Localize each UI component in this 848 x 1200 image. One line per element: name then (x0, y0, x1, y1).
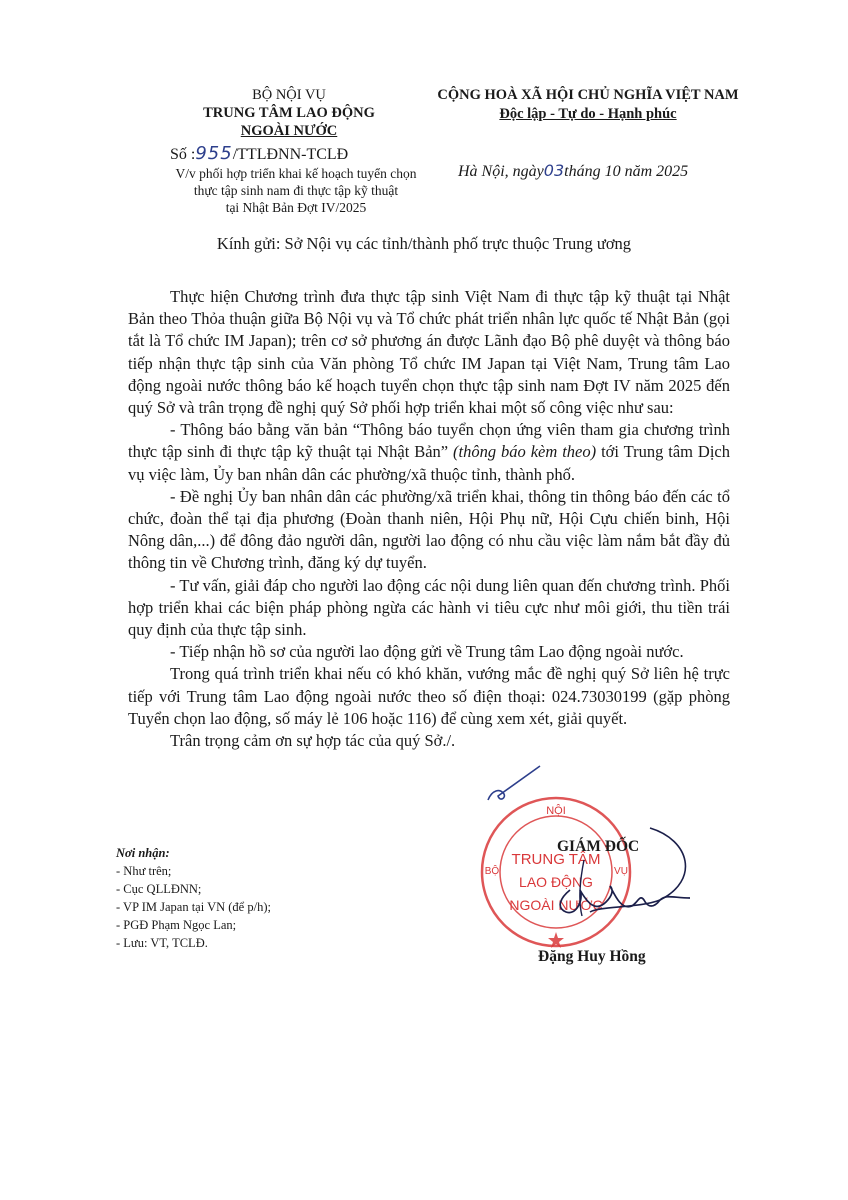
subject-line: tại Nhật Bản Đợt IV/2025 (225, 200, 367, 215)
stamp-line1: TRUNG TÂM (511, 851, 601, 868)
body-bullet: - Tiếp nhận hồ sơ của người lao động gửi về Trung tâm Lao động ngoài nước. (170, 642, 684, 662)
org-name-line1: TRUNG TÂM LAO ĐỘNG (203, 105, 375, 121)
document-subject (150, 165, 442, 216)
stamp-right-text: VỤ (614, 866, 628, 877)
doc-no-handwritten: 955 (195, 143, 233, 164)
org-name-line2: NGOÀI NƯỚC (240, 123, 338, 139)
subject-line: V/v phối hợp triển khai kế hoạch tuyển chọn (175, 166, 417, 181)
national-header (432, 86, 744, 124)
ministry-name: BỘ NỘI VỤ (252, 87, 326, 103)
bullet-text: - Thông báo bằng văn bản “Thông báo tuyển chọn ứng viên tham gia chương trình thực tập sinh đi thực tập kỹ thuật tại Nhật Bản” (128, 420, 730, 462)
signature-icon (540, 820, 710, 930)
closing-line: Trân trọng cảm ơn sự hợp tác của quý Sở./. (170, 731, 456, 751)
body-bullet (128, 419, 730, 486)
signer-title: GIÁM ĐỐC (557, 838, 640, 855)
stamp-line3: NGOÀI NƯỚC (509, 897, 603, 913)
body-paragraph: Trong quá trình triển khai nếu có khó khăn, vướng mắc đề nghị quý Sở liên hệ trực tiếp với Trung tâm Lao động ngoài nước theo số điện thoại: 024.73030199 (gặp phòng Tuyển chọn lao động, số máy lẻ 106 hoặc 116) để cùng xem xét, giải quyết. (128, 664, 730, 728)
recipients-list (116, 844, 271, 952)
letter-body (128, 286, 730, 752)
recipient-item: - Lưu: VT, TCLĐ. (116, 936, 208, 950)
recipient-item: - Như trên; (116, 864, 172, 878)
date-suffix: tháng 10 năm 2025 (564, 163, 689, 180)
bullet-text: tới Trung tâm Dịch vụ việc làm, Ủy ban nhân dân các phường/xã thuộc tỉnh, thành phố. (128, 442, 731, 484)
subject-line: thực tập sinh nam đi thực tập kỹ thuật (193, 183, 399, 198)
document-number (170, 143, 348, 164)
body-paragraph: Thực hiện Chương trình đưa thực tập sinh Việt Nam đi thực tập kỹ thuật tại Nhật Bản theo Thỏa thuận giữa Bộ Nội vụ và Tổ chức phát triển nhân lực quốc tế Nhật Bản (gọi tắt là Tổ chức IM Japan); trên cơ sở phương án được Lãnh đạo Bộ phê duyệt và thông báo tiếp nhận thực tập sinh của Văn phòng Tổ chức IM Japan tại Việt Nam, Trung tâm Lao động ngoài nước thông báo kế hoạch tuyển chọn thực tập sinh nam Đợt IV năm 2025 đến quý Sở và trân trọng đề nghị quý Sở phối hợp triển khai một số công việc như sau: (128, 287, 730, 418)
recipients-title: Nơi nhận: (116, 846, 170, 860)
body-bullet: - Tư vấn, giải đáp cho người lao động các nội dung liên quan đến chương trình. Phối hợp triển khai các biện pháp phòng ngừa các hành vi tiêu cực như môi giới, thu tiền trái quy định của thực tập sinh. (128, 575, 730, 640)
sender-header (150, 86, 428, 140)
stamp-line2: LAO ĐỘNG (519, 874, 593, 890)
doc-no-suffix: /TTLĐNN-TCLĐ (232, 146, 349, 163)
country-name: CỘNG HOÀ XÃ HỘI CHỦ NGHĨA VIỆT NAM (437, 87, 739, 103)
recipient-item: - PGĐ Phạm Ngọc Lan; (116, 918, 237, 932)
date-prefix: Hà Nội, ngày (458, 163, 544, 180)
doc-no-prefix: Số : (170, 146, 196, 163)
recipient-item: - VP IM Japan tại VN (để p/h); (116, 900, 271, 914)
date-day-handwritten: 03 (543, 161, 565, 180)
national-motto: Độc lập - Tự do - Hạnh phúc (499, 106, 677, 122)
stamp-left-text: BỘ (484, 866, 500, 877)
date-line (458, 161, 688, 181)
body-bullet: - Đề nghị Ủy ban nhân dân các phường/xã triển khai, thông tin thông báo đến các tổ chức, đoàn thể tại địa phương (Đoàn thanh niên, Hội Phụ nữ, Hội Cựu chiến binh, Hội Nông dân,...) để đông đảo người dân, người lao động có nhu cầu việc làm nắm bắt đầy đủ thông tin về Chương trình, đăng ký dự tuyển. (128, 486, 730, 573)
bullet-note: (thông báo kèm theo) (453, 442, 597, 462)
recipient-item: - Cục QLLĐNN; (116, 882, 202, 896)
recipient-line: Kính gửi: Sở Nội vụ các tỉnh/thành phố trực thuộc Trung ương (216, 234, 632, 253)
signer-name: Đặng Huy Hồng (538, 948, 646, 965)
stamp-top-text: NỘI (546, 805, 566, 817)
